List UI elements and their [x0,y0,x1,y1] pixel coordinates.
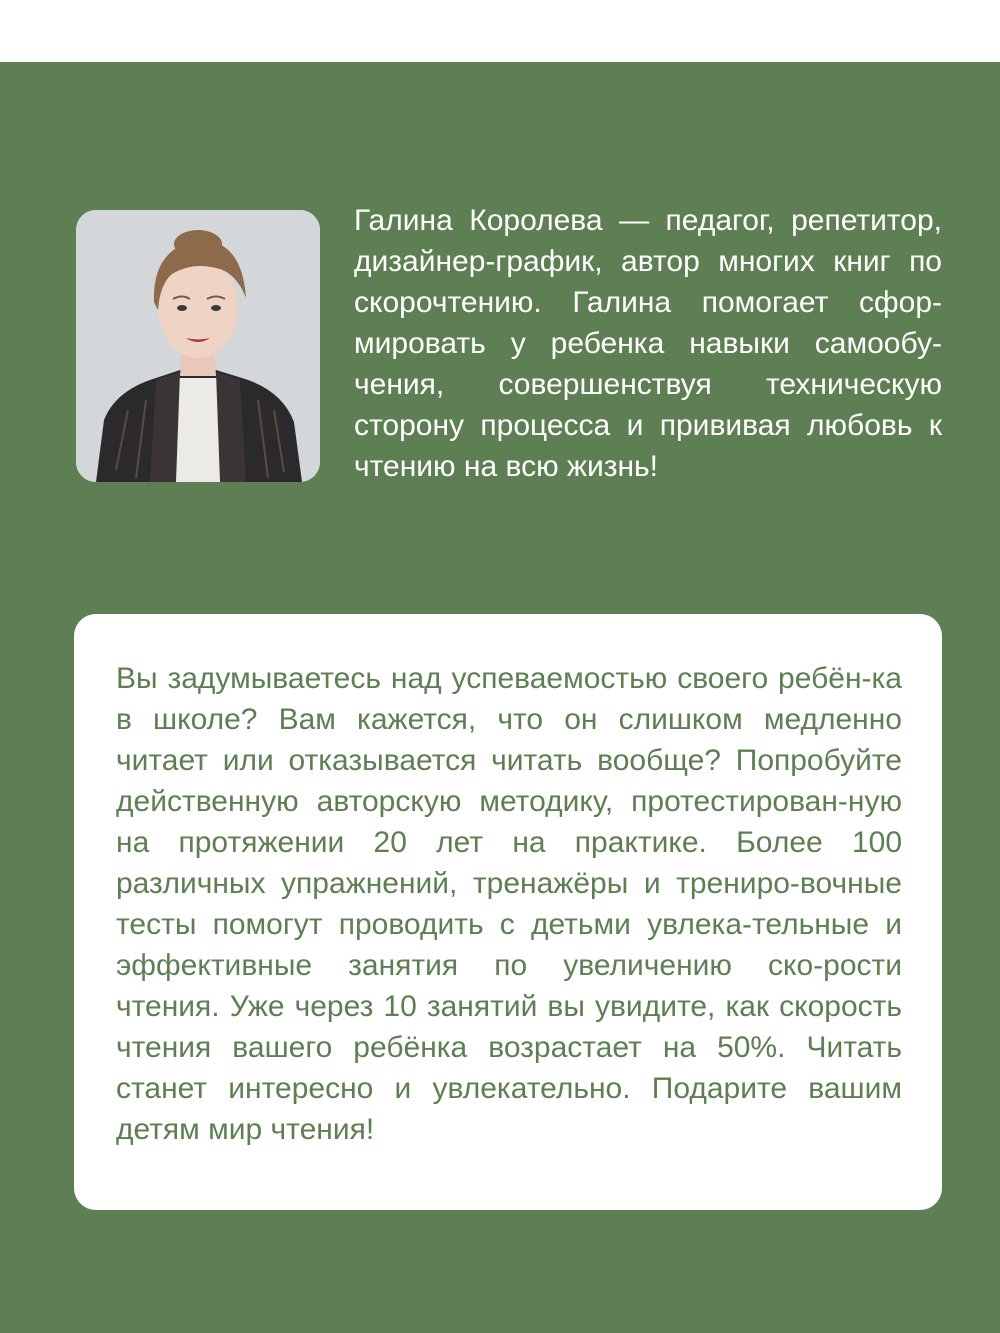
author-photo [76,210,320,482]
book-description: Вы задумываетесь над успеваемостью своего ребён-ка в школе? Вам кажется, что он слишком медленно читает или отказывается читать вообще? Попробуйте действенную авторскую методику, протестирован-ную на протяжении 20 лет на практике. Более 100 различных упражнений, тренажёры и трениро-вочные тесты помогут проводить с детьми увлека-тельные и эффективные занятия по увеличению ско-рости чтения. Уже через 10 занятий вы увидите, как скорость чтения вашего ребёнка возрастает на 50%. Читать станет интересно и увлекательно. Подарите вашим детям мир чтения! [116,662,902,1146]
author-portrait-illustration [76,210,320,482]
description-card [74,614,942,1210]
top-margin [0,0,1000,62]
author-bio: Галина Королева — педагог, репетитор, дизайнер-график, автор многих книг по скорочтению. Галина помогает сфор-мировать у ребенка навыки самообу-чения, совершенствуя техническую сторону процесса и прививая любовь к чтению на всю жизнь! [354,204,942,483]
